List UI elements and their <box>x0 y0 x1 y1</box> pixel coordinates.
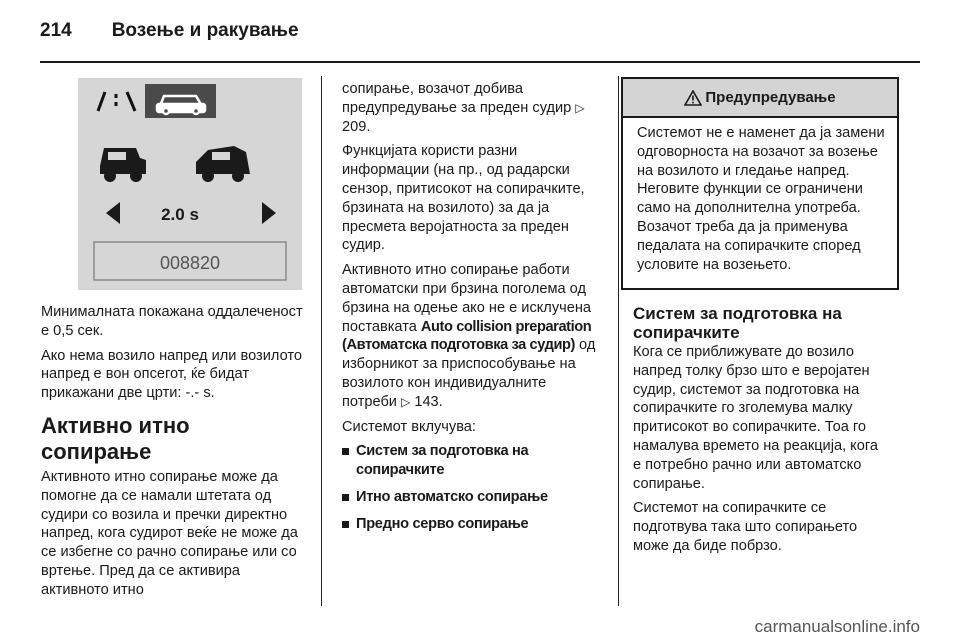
left-column <box>41 303 303 606</box>
right-column <box>633 304 888 562</box>
vehicle-ahead-icon <box>196 146 250 182</box>
section-heading: Систем за подготовка на сопирачките <box>633 304 842 342</box>
column-divider <box>321 76 322 606</box>
watermark: carmanualsonline.info <box>754 617 920 636</box>
warning-text: Системот не е наменет да ја замени одговорноста на возачот за возење на возилото и гледање напред. Неговите функции се ограничени само на дополнителна употреба. Возачот треба да ја применува педалата на сопирачките според условите на возењето. <box>637 125 885 273</box>
page-reference-arrow-icon: ▷ <box>575 100 585 115</box>
paragraph: Минималната покажана оддалеченост е 0,5 сек. <box>41 304 303 339</box>
column-divider <box>618 76 619 606</box>
display-counter-value: 008820 <box>159 253 221 273</box>
paragraph: Системот на сопирачките се подготвува така што сопирањето може да биде побрзо. <box>633 500 858 554</box>
paragraph: Функцијата користи разни информации (на пр., од радарски сензор, притисокот на сопирачките, брзината на возилото) за да ја пресмета веројатноста за преден судир. <box>342 143 585 254</box>
warning-title: Предупредување <box>705 89 836 106</box>
paragraph: Кога се приближувате до возило напред толку брзо што е веројатен судир, системот за подготовка на сопирачките го зголемува малку притисокот во сопирачките. Тоа го намалува времето на реакција, кога е потребно рачно или автоматско сопирање. <box>633 344 878 492</box>
display-time-value: 2.0 s <box>161 205 199 224</box>
page-reference-arrow-icon: ▷ <box>401 394 411 409</box>
warning-box <box>621 77 899 290</box>
lane-icon <box>98 92 135 111</box>
list-item: Итно автоматско сопирање <box>342 488 604 507</box>
page-number: 214 <box>40 20 72 41</box>
paragraph: Активното итно сопирање може да помогне да се намали штетата од судири со возила и пречки директно напред, кога судирот веќе не може да се избегне со рачно сопирање или со вртење. Пред да се активира активното итно <box>41 468 298 598</box>
section-heading: Активно итно сопирање <box>41 412 190 464</box>
page-title: Возење и ракување <box>111 20 299 41</box>
middle-column <box>342 80 604 542</box>
setting-name: Auto collision preparation (Автоматска подготовка за судир) <box>342 318 592 354</box>
page-header <box>40 20 299 42</box>
feature-list <box>342 442 604 533</box>
arrow-left-icon <box>106 202 120 224</box>
list-item: Систем за подготовка на сопирачките <box>342 442 604 480</box>
paragraph: Ако нема возило напред или возилото напред е вон опсегот, ќе бидат прикажани две црти: -.- s. <box>41 347 302 402</box>
own-car-icon <box>100 148 146 182</box>
warning-triangle-icon <box>684 90 702 106</box>
page-reference: 209. <box>342 118 371 135</box>
display-graphic <box>78 78 302 290</box>
arrow-right-icon <box>262 202 276 224</box>
paragraph: Системот вклучува: <box>342 418 476 435</box>
page-reference: 143. <box>414 393 443 410</box>
list-item: Предно серво сопирање <box>342 515 604 534</box>
instrument-display-image <box>78 78 302 290</box>
paragraph: сопирање, возачот добива предупредување за преден судир ▷ 209. <box>342 81 585 135</box>
header-rule <box>40 61 920 63</box>
warning-header <box>623 79 897 118</box>
paragraph: Активното итно сопирање работи автоматски при брзина поголема од брзина на одење ако не е исклучена поставката Auto collision preparation (Автоматска подготовка за судир) од изборникот за приспособување на возилото кон индивидуалните потреби ▷ 143. <box>342 262 596 410</box>
